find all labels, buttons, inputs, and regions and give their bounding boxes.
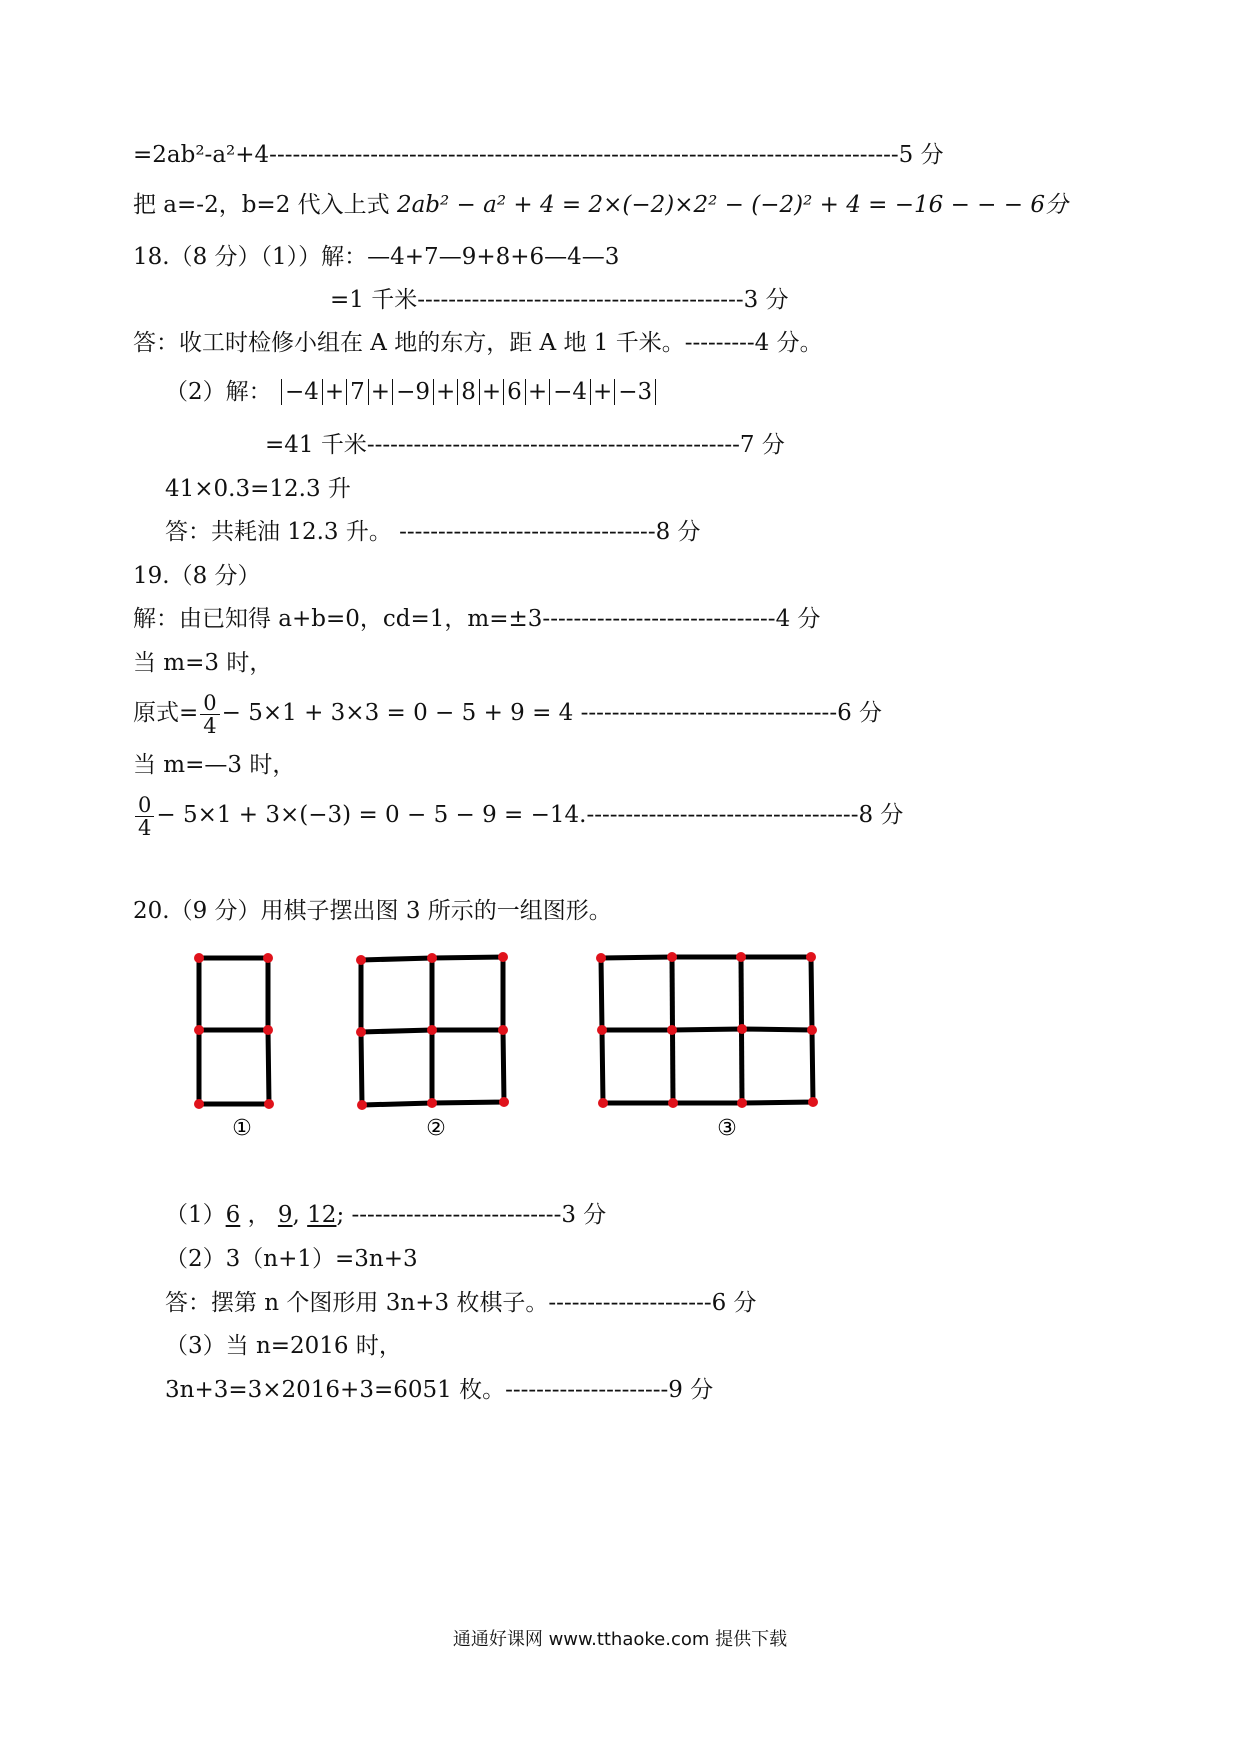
q18-head: 18.（8 分）（1））解：—4+7—9+8+6—4—3 bbox=[133, 244, 620, 270]
dot bbox=[598, 1098, 608, 1108]
dot bbox=[596, 953, 606, 963]
q19-case1: 当 m=3 时， bbox=[133, 650, 273, 676]
q20-part3: （3）当 n=2016 时， bbox=[165, 1333, 402, 1359]
q20-part2: （2）3（n+1）=3n+3 bbox=[165, 1246, 418, 1272]
dot bbox=[597, 1025, 607, 1035]
expr1-prefix: 原式= bbox=[133, 700, 199, 726]
q20-head: 20.（9 分）用棋子摆出图 3 所示的一组图形。 bbox=[133, 898, 612, 924]
dot bbox=[498, 1025, 508, 1035]
dot bbox=[807, 1025, 817, 1035]
denominator: 4 bbox=[138, 815, 152, 840]
abs-7: −3 bbox=[614, 379, 656, 405]
q18-result1: =1 千米------------------------------------------3 分 bbox=[330, 287, 789, 313]
q18-answer1: 答：收工时检修小组在 A 地的东方，距 A 地 1 千米。---------4 分。 bbox=[133, 330, 823, 356]
dot bbox=[356, 1027, 366, 1037]
dot bbox=[499, 1097, 509, 1107]
expr: =2ab²-a²+4 bbox=[133, 142, 270, 168]
q18-result2: =41 千米------------------------------------------------7 分 bbox=[265, 432, 785, 458]
figure-3 bbox=[601, 957, 813, 1103]
q19-solution: 解：由已知得 a+b=0，cd=1，m=±3------------------------------4 分 bbox=[133, 606, 821, 632]
q18-part2: （2）解： −4 + 7 + −9 + 8 + 6 + −4 + −3 bbox=[165, 377, 658, 407]
fig-label-2: ② bbox=[426, 1116, 446, 1141]
q19-case2: 当 m=—3 时， bbox=[133, 752, 296, 778]
dot bbox=[498, 952, 508, 962]
dot bbox=[668, 1098, 678, 1108]
dot bbox=[356, 955, 366, 965]
q20-calc: 3n+3=3×2016+3=6051 枚。---------------------9 分 bbox=[165, 1377, 714, 1403]
dot bbox=[736, 952, 746, 962]
q20-part1: （1）6 ， 9, 12; ---------------------------3 分 bbox=[165, 1202, 607, 1228]
dot bbox=[806, 952, 816, 962]
dot bbox=[427, 953, 437, 963]
answer-12: 12 bbox=[307, 1202, 337, 1228]
part1-label: （1） bbox=[165, 1202, 226, 1228]
expr2-rest: − 5×1 + 3×(−3) = 0 − 5 − 9 = −14.-----------------------------------8 分 bbox=[156, 802, 904, 828]
abs-6: −4 bbox=[549, 379, 591, 405]
expr1-rest: − 5×1 + 3×3 = 0 − 5 + 9 = 4 ---------------------------------6 分 bbox=[221, 700, 883, 726]
dot bbox=[263, 1025, 273, 1035]
abs-3: −9 bbox=[392, 379, 434, 405]
numerator: 0 bbox=[200, 692, 219, 715]
dot bbox=[808, 1097, 818, 1107]
dot bbox=[194, 953, 204, 963]
figure-1 bbox=[199, 958, 269, 1104]
dot bbox=[667, 952, 677, 962]
numerator: 0 bbox=[135, 794, 154, 817]
abs-2: 7 bbox=[346, 379, 369, 405]
dot bbox=[737, 1024, 747, 1034]
substitute-text: 把 a=-2，b=2 代入上式 bbox=[133, 192, 390, 218]
q19-head: 19.（8 分） bbox=[133, 563, 261, 589]
abs-1: −4 bbox=[281, 379, 323, 405]
fig-label-3: ③ bbox=[717, 1116, 737, 1141]
denominator: 4 bbox=[203, 713, 217, 738]
dot bbox=[194, 1025, 204, 1035]
dot bbox=[264, 1099, 274, 1109]
abs-4: 8 bbox=[457, 379, 480, 405]
dot bbox=[737, 1098, 747, 1108]
dot bbox=[667, 1025, 677, 1035]
dot bbox=[194, 1099, 204, 1109]
dot bbox=[357, 1100, 367, 1110]
abs-5: 6 bbox=[503, 379, 526, 405]
answer-6: 6 bbox=[225, 1202, 241, 1228]
part1-dash: ; ---------------------------3 分 bbox=[336, 1202, 607, 1228]
answer-9: 9 bbox=[277, 1202, 293, 1228]
dot bbox=[427, 1025, 437, 1035]
dot bbox=[263, 953, 273, 963]
q20-answer: 答：摆第 n 个图形用 3n+3 枚棋子。---------------------6 分 bbox=[165, 1290, 757, 1316]
score-dash: ---------------------------------------------------------------------------------5 分 bbox=[269, 142, 944, 168]
q18-oil: 41×0.3=12.3 升 bbox=[165, 476, 351, 502]
q18-answer2: 答：共耗油 12.3 升。 ---------------------------------8 分 bbox=[165, 519, 701, 545]
part2-label: （2）解： bbox=[165, 379, 272, 405]
dot bbox=[427, 1098, 437, 1108]
footer-credit: 通通好课网 www.tthaoke.com 提供下载 bbox=[452, 1629, 788, 1650]
substitute-expr: 2ab² − a² + 4 = 2×(−2)×2² − (−2)² + 4 = −16 − − − 6分 bbox=[396, 192, 1068, 218]
fig3-mid-h bbox=[602, 1029, 812, 1030]
fig-label-1: ① bbox=[232, 1116, 252, 1141]
